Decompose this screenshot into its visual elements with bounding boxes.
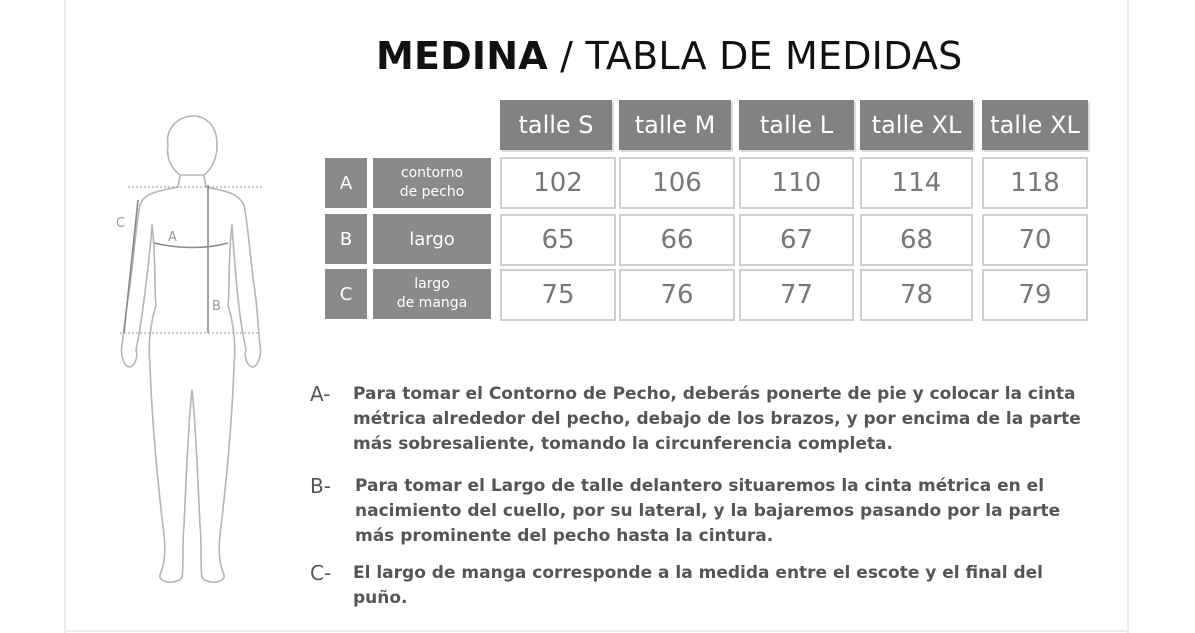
note-text-b: Para tomar el Largo de talle delantero situaremos la cinta métrica en el nacimiento del cuello, por su lateral, y la bajaremos pasando por la parte más prominente del pecho hasta la cintura.	[355, 476, 1061, 546]
cell-b-s: 65	[500, 214, 616, 266]
cell-c-m: 76	[619, 269, 735, 321]
cell-b-xl1: 68	[860, 214, 973, 266]
row-label-line: largo	[414, 276, 450, 292]
figure-label-c: C	[116, 216, 126, 231]
cell-c-xl1: 78	[860, 269, 973, 321]
figure-label-b: B	[212, 299, 221, 314]
note-letter-b: B-	[310, 474, 331, 498]
cell-a-m: 106	[619, 157, 735, 209]
note-letter-c: C-	[310, 561, 332, 585]
title-separator: /	[547, 34, 586, 78]
cell-a-s: 102	[500, 157, 616, 209]
header-size-l: talle L	[739, 100, 854, 150]
row-label-largo-de-manga	[373, 269, 491, 319]
header-size-m: talle M	[619, 100, 731, 150]
row-letter-c: C	[325, 269, 367, 319]
row-label-line: de manga	[396, 295, 468, 311]
cell-b-m: 66	[619, 214, 735, 266]
cell-b-l: 67	[739, 214, 854, 266]
note-text-a: Para tomar el Contorno de Pecho, deberás ponerte de pie y colocar la cinta métrica alrededor del pecho, debajo de los brazos, y por encima de la parte más sobresaliente, tomando la circunferencia completa.	[353, 384, 1081, 454]
header-size-xl-2: talle XL	[982, 100, 1088, 150]
frame-right-border	[1127, 0, 1129, 633]
header-size-s: talle S	[500, 100, 612, 150]
brand-name: MEDINA	[376, 34, 548, 78]
cell-a-l: 110	[739, 157, 854, 209]
row-label-line: contorno	[400, 165, 464, 181]
header-size-xl-1: talle XL	[860, 100, 973, 150]
row-letter-a: A	[325, 158, 367, 208]
note-letter-a: A-	[310, 382, 331, 406]
note-text-c: El largo de manga corresponde a la medida entre el escote y el final del puño.	[353, 563, 1043, 608]
frame-left-border	[64, 0, 66, 633]
cell-b-xl2: 70	[982, 214, 1088, 266]
cell-c-l: 77	[739, 269, 854, 321]
row-letter-b: B	[325, 214, 367, 264]
frame-bottom-border	[64, 630, 1129, 632]
cell-c-s: 75	[500, 269, 616, 321]
body-outline-icon	[108, 105, 278, 590]
body-measurement-illustration	[108, 105, 278, 590]
cell-a-xl1: 114	[860, 157, 973, 209]
title-subtitle: TABLA DE MEDIDAS	[585, 34, 963, 78]
page-title	[376, 34, 976, 78]
figure-label-a: A	[168, 230, 177, 245]
row-label-contorno-de-pecho	[373, 158, 491, 208]
row-label-line: de pecho	[399, 184, 465, 200]
cell-c-xl2: 79	[982, 269, 1088, 321]
row-label-largo: largo	[373, 214, 491, 264]
cell-a-xl2: 118	[982, 157, 1088, 209]
